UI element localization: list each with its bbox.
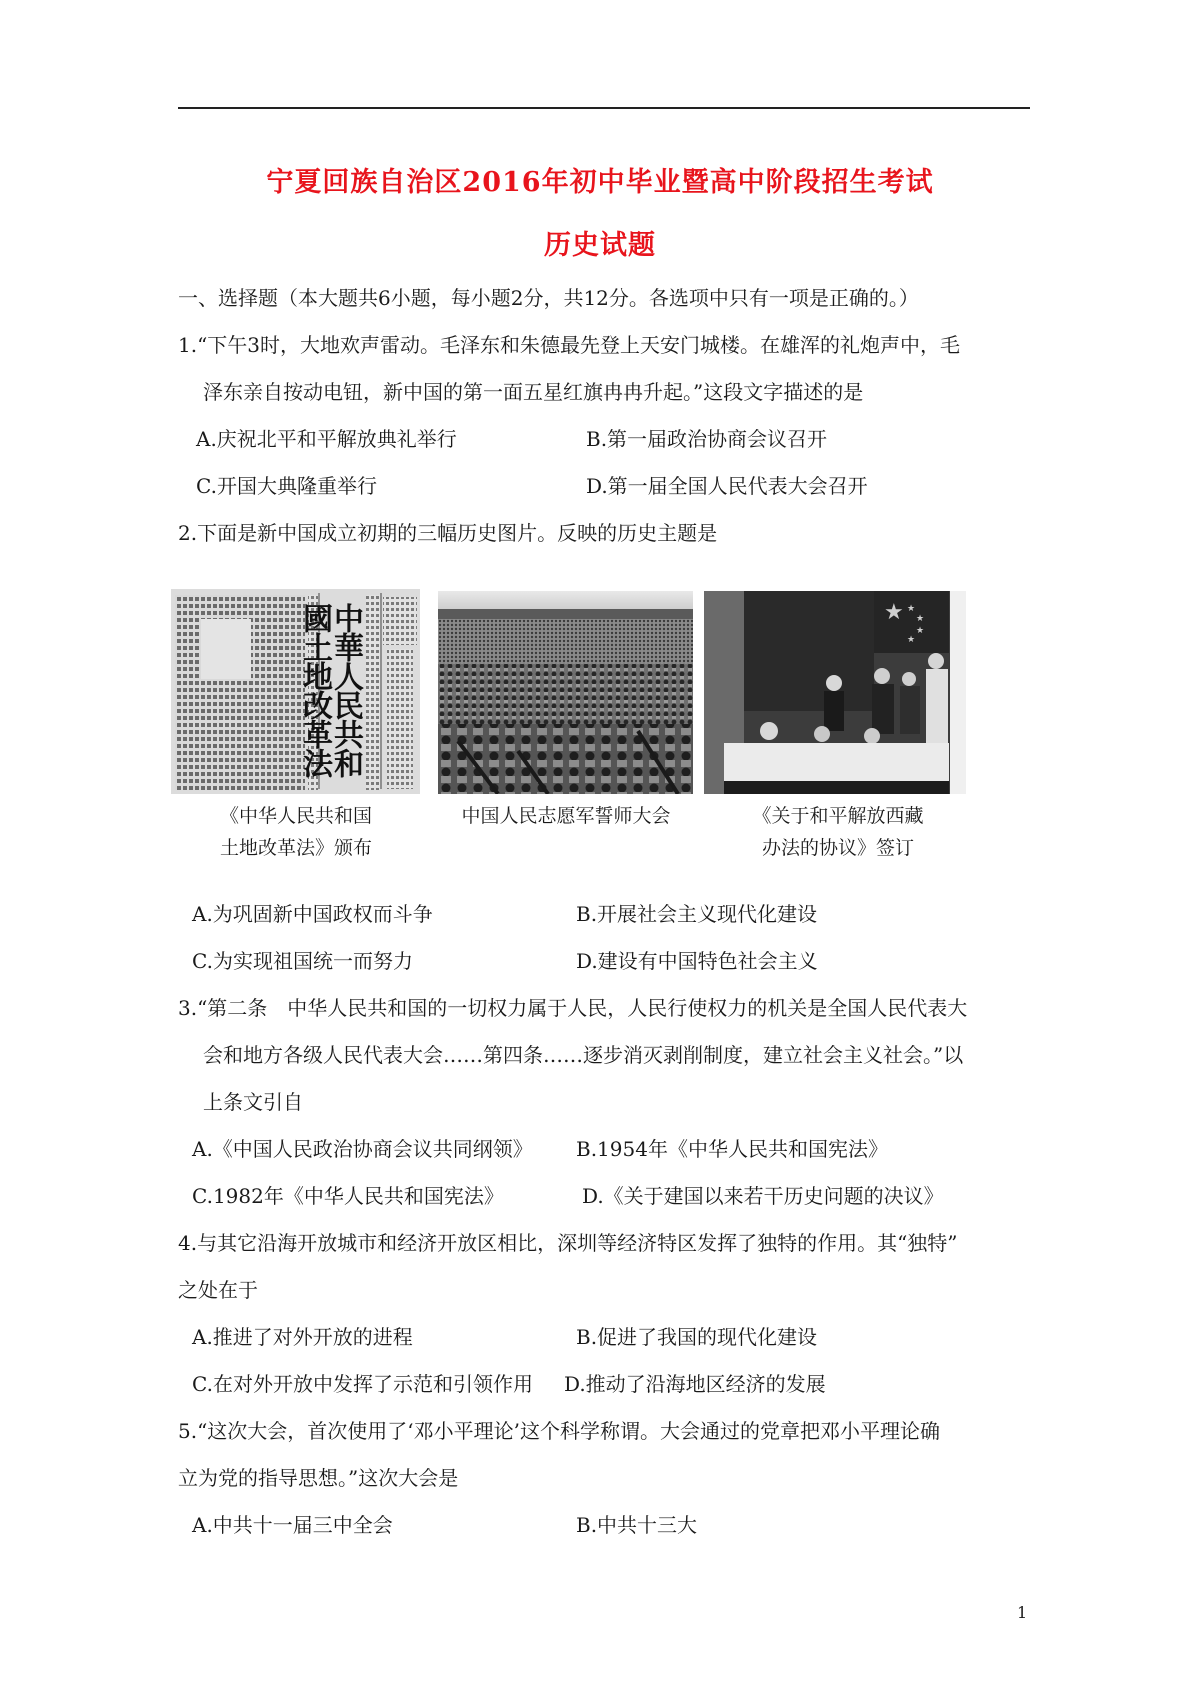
q2-option-b: B.开展社会主义现代化建设 <box>576 902 818 926</box>
q3-stem-line1: 3.“第二条 中华人民共和国的一切权力属于人民，人民行使权力的机关是全国人民代表大 <box>178 996 968 1020</box>
q1-option-a: A.庆祝北平和平解放典礼举行 <box>196 427 457 451</box>
photo1-caption-line2: 土地改革法》颁布 <box>219 837 372 859</box>
section-heading: 一、选择题（本大题共6小题，每小题2分，共12分。各选项中只有一项是正确的。） <box>178 286 919 310</box>
q3-stem-line3: 上条文引自 <box>203 1090 303 1114</box>
svg-text:★: ★ <box>916 614 925 624</box>
q1-stem-line2: 泽东亲自按动电钮，新中国的第一面五星红旗冉冉升起。”这段文字描述的是 <box>203 380 864 404</box>
q3-option-c: C.1982年《中华人民共和国宪法》 <box>192 1184 504 1208</box>
rally-crowd-graphic <box>438 591 693 794</box>
newspaper-texture <box>171 589 420 794</box>
q1-option-d: D.第一届全国人民代表大会召开 <box>586 474 868 498</box>
q3-stem-line2: 会和地方各级人民代表大会……第四条……逐步消灭剥削制度，建立社会主义社会。”以 <box>203 1043 964 1067</box>
exam-title: 宁夏回族自治区2016年初中毕业暨高中阶段招生考试 <box>266 167 934 198</box>
q5-option-a: A.中共十一届三中全会 <box>192 1513 393 1537</box>
newspaper-headline: 中華人民共和國土地改革法 <box>297 603 363 777</box>
svg-text:★: ★ <box>884 600 904 625</box>
q4-option-b: B.促进了我国的现代化建设 <box>576 1325 818 1349</box>
q2-option-d: D.建设有中国特色社会主义 <box>576 949 818 973</box>
svg-text:★: ★ <box>907 635 916 645</box>
q2-stem: 2.下面是新中国成立初期的三幅历史图片。反映的历史主题是 <box>178 521 718 545</box>
q1-stem-line1: 1.“下午3时，大地欢声雷动。毛泽东和朱德最先登上天安门城楼。在雄浑的礼炮声中，毛 <box>178 333 961 357</box>
q3-option-d: D.《关于建国以来若干历史问题的决议》 <box>582 1184 944 1208</box>
land-reform-newspaper-image <box>171 589 420 794</box>
q2-option-a: A.为巩固新中国政权而斗争 <box>192 902 433 926</box>
q5-stem-line1: 5.“这次大会，首次使用了‘邓小平理论’这个科学称谓。大会通过的党章把邓小平理论确 <box>178 1419 941 1443</box>
exam-subtitle: 历史试题 <box>544 230 656 261</box>
q4-option-d: D.推动了沿海地区经济的发展 <box>564 1372 826 1396</box>
q2-option-c: C.为实现祖国统一而努力 <box>192 949 413 973</box>
q5-option-b: B.中共十三大 <box>576 1513 698 1537</box>
photo2-caption: 中国人民志愿军誓师大会 <box>461 805 671 827</box>
photo1-caption-line1: 《中华人民共和国 <box>219 805 372 827</box>
q1-option-c: C.开国大典隆重举行 <box>196 474 377 498</box>
photo3-caption-line2: 办法的协议》签订 <box>761 837 914 859</box>
header-rule <box>178 107 1030 109</box>
q5-stem-line2: 立为党的指导思想。”这次大会是 <box>178 1466 459 1490</box>
svg-text:★: ★ <box>907 604 916 614</box>
q3-option-b: B.1954年《中华人民共和国宪法》 <box>576 1137 888 1161</box>
volunteer-army-rally-image <box>438 591 693 794</box>
q1-option-b: B.第一届政治协商会议召开 <box>586 427 828 451</box>
q3-option-a: A.《中国人民政治协商会议共同纲领》 <box>192 1137 533 1161</box>
svg-text:★: ★ <box>916 626 925 636</box>
tibet-agreement-signing-image <box>704 591 966 794</box>
page-number: 1 <box>1017 1603 1028 1622</box>
q4-option-a: A.推进了对外开放的进程 <box>192 1325 413 1349</box>
photo3-caption-line1: 《关于和平解放西藏 <box>752 805 924 827</box>
q4-stem-line1: 4.与其它沿海开放城市和经济开放区相比，深圳等经济特区发挥了独特的作用。其“独特” <box>178 1231 958 1255</box>
signing-scene-graphic <box>704 591 966 794</box>
q4-stem-line2: 之处在于 <box>178 1278 258 1302</box>
q4-option-c: C.在对外开放中发挥了示范和引领作用 <box>192 1372 533 1396</box>
